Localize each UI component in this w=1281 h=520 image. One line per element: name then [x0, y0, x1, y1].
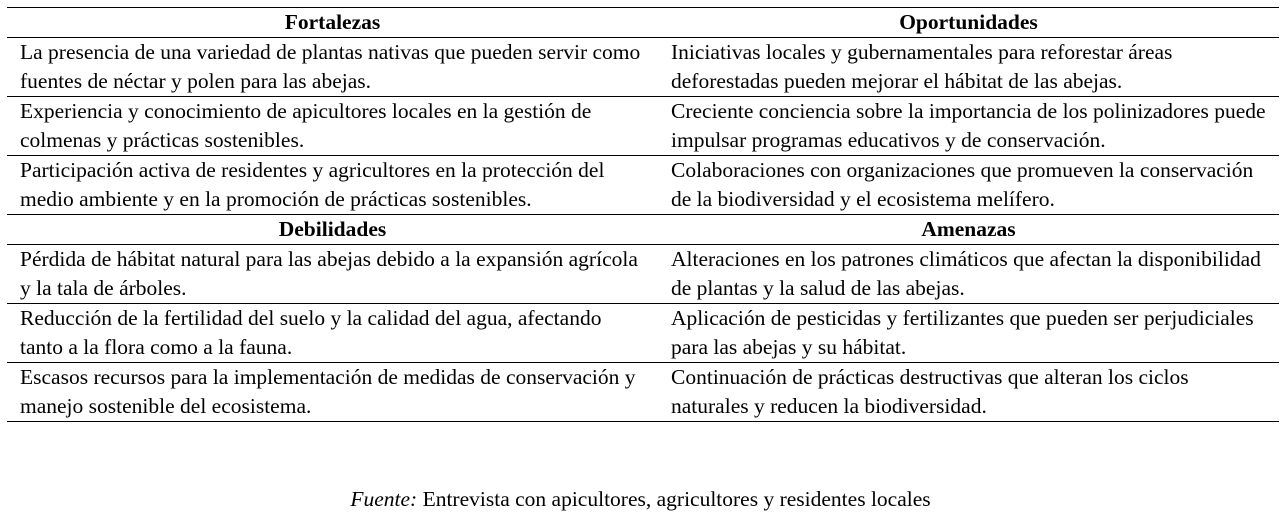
- threat-cell: Aplicación de pesticidas y fertilizantes que pueden ser perjudiciales para las abejas y su hábitat.: [658, 304, 1279, 363]
- swot-table: [7, 7, 1279, 422]
- header-row-top: [7, 8, 1279, 38]
- weakness-cell: Escasos recursos para la implementación de medidas de conservación y manejo sostenible del ecosistema.: [7, 363, 658, 422]
- threat-cell: Continuación de prácticas destructivas que alteran los ciclos naturales y reducen la biodiversidad.: [658, 363, 1279, 422]
- weakness-cell: Pérdida de hábitat natural para las abejas debido a la expansión agrícola y la tala de árboles.: [7, 245, 658, 304]
- header-strengths: Fortalezas: [7, 8, 658, 38]
- opportunity-cell: Colaboraciones con organizaciones que promueven la conservación de la biodiversidad y el ecosistema melífero.: [658, 156, 1279, 215]
- header-opportunities: Oportunidades: [658, 8, 1279, 38]
- strength-cell: Participación activa de residentes y agricultores en la protección del medio ambiente y en la promoción de prácticas sostenibles.: [7, 156, 658, 215]
- header-threats: Amenazas: [658, 215, 1279, 245]
- opportunity-cell: Creciente conciencia sobre la importancia de los polinizadores puede impulsar programas educativos y de conservación.: [658, 97, 1279, 156]
- weakness-cell: Reducción de la fertilidad del suelo y la calidad del agua, afectando tanto a la flora como a la fauna.: [7, 304, 658, 363]
- table-row: [7, 363, 1279, 422]
- table-row: [7, 304, 1279, 363]
- table-row: [7, 245, 1279, 304]
- source-caption: [0, 485, 1281, 514]
- strength-cell: La presencia de una variedad de plantas nativas que pueden servir como fuentes de néctar y polen para las abejas.: [7, 38, 658, 97]
- strength-cell: Experiencia y conocimiento de apicultores locales en la gestión de colmenas y prácticas sostenibles.: [7, 97, 658, 156]
- header-weaknesses: Debilidades: [7, 215, 658, 245]
- source-text: Entrevista con apicultores, agricultores y residentes locales: [417, 487, 931, 511]
- table-row: [7, 97, 1279, 156]
- opportunity-cell: Iniciativas locales y gubernamentales para reforestar áreas deforestadas pueden mejorar el hábitat de las abejas.: [658, 38, 1279, 97]
- header-row-bottom: [7, 215, 1279, 245]
- threat-cell: Alteraciones en los patrones climáticos que afectan la disponibilidad de plantas y la salud de las abejas.: [658, 245, 1279, 304]
- source-label: Fuente:: [350, 487, 418, 511]
- table-row: [7, 156, 1279, 215]
- table-row: [7, 38, 1279, 97]
